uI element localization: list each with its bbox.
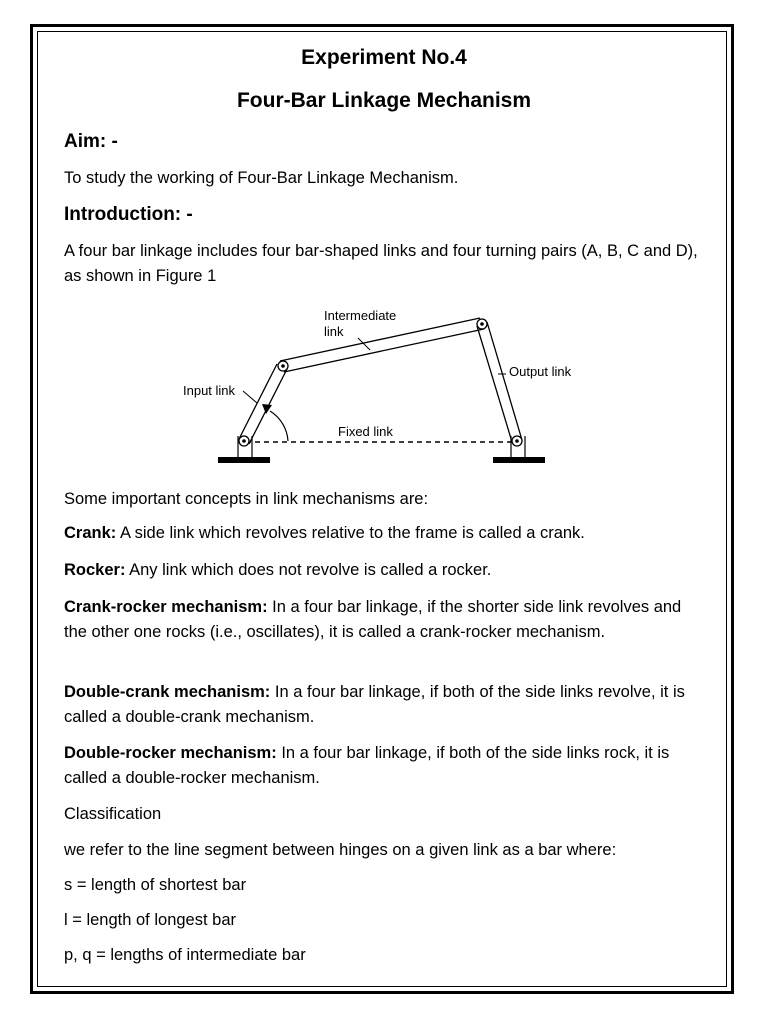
concept-definition: In a four bar linkage, if both of the side links rock, it is called a double-rocker mechanism.: [64, 744, 670, 787]
intermediate-link: [280, 318, 484, 372]
four-bar-linkage-figure: [175, 300, 595, 470]
label-fixed-link: Fixed link: [338, 424, 393, 439]
classification-heading: Classification: [64, 805, 162, 823]
concept-rocker: [64, 558, 704, 583]
concept-term: Crank-rocker mechanism:: [64, 598, 268, 616]
concept-crank-rocker: [64, 595, 704, 645]
concept-term: Crank:: [64, 524, 117, 542]
output-link: [477, 322, 522, 442]
concept-definition: Any link which does not revolve is called a rocker.: [125, 561, 492, 579]
concept-term: Double-crank mechanism:: [64, 683, 271, 701]
concept-term: Rocker:: [64, 561, 126, 579]
concepts-intro: Some important concepts in link mechanisms are:: [64, 490, 429, 508]
label-output-link: Output link: [509, 364, 572, 379]
concept-definition: In a four bar linkage, if both of the side links revolve, it is called a double-crank mechanism.: [64, 683, 685, 726]
input-link: [239, 364, 287, 444]
introduction-text: A four bar linkage includes four bar-shaped links and four turning pairs (A, B, C and D), as shown in Figure 1: [64, 242, 698, 285]
page-title: Four-Bar Linkage Mechanism: [236, 89, 532, 112]
classification-intro: we refer to the line segment between hinges on a given link as a bar where:: [64, 841, 617, 859]
aim-text: To study the working of Four-Bar Linkage Mechanism.: [64, 169, 459, 187]
label-intermediate-line1: Intermediate: [324, 308, 397, 323]
label-input-link: Input link: [183, 383, 236, 398]
definition-longest: l = length of longest bar: [64, 911, 236, 929]
concept-term: Double-rocker mechanism:: [64, 744, 277, 762]
concept-crank: [64, 521, 704, 546]
ground-supports: [218, 436, 545, 463]
label-intermediate-line2: link: [324, 324, 344, 339]
concept-double-crank: [64, 680, 704, 730]
definition-shortest: s = length of shortest bar: [64, 876, 247, 894]
definition-intermediate: p, q = lengths of intermediate bar: [64, 946, 306, 964]
concept-definition: A side link which revolves relative to the frame is called a crank.: [116, 524, 585, 542]
input-angle-arrow: [262, 404, 288, 441]
concept-double-rocker: [64, 741, 704, 791]
aim-heading: Aim: -: [64, 131, 118, 152]
experiment-number: Experiment No.4: [301, 46, 467, 69]
concept-definition: In a four bar linkage, if the shorter side link revolves and the other one rocks (i.e., oscillates), it is called a crank-rocker mechanism.: [64, 598, 682, 641]
introduction-heading: Introduction: -: [64, 204, 193, 225]
